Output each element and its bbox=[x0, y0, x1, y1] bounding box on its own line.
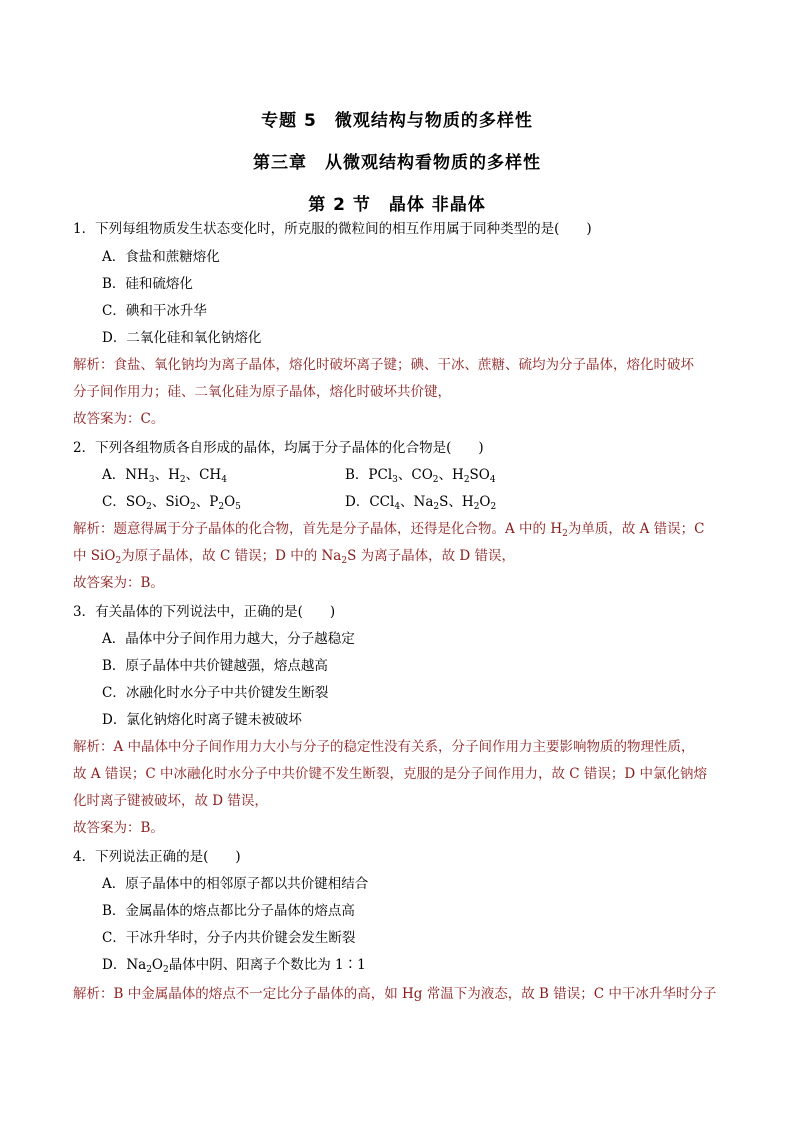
q3-explanation-line3: 化时离子键被破坏，故 D 错误， bbox=[73, 793, 268, 809]
topic-title: 专题 5 微观结构与物质的多样性 bbox=[261, 111, 533, 131]
q2-option-d: D．CCl$_4$、$Na_2S$、$H_2O_2$ bbox=[345, 494, 497, 512]
q3-stem: 3．有关晶体的下列说法中，正确的是( ) bbox=[73, 604, 336, 620]
q1-explanation-line2: 分子间作用力；硅、二氧化硅为原子晶体，熔化时破坏共价键， bbox=[73, 384, 451, 400]
q3-explanation-line2: 故 A 错误；C 中冰融化时水分子中共价键不发生断裂，克服的是分子间作用力，故 C 错误；D 中氯化钠熔 bbox=[73, 766, 707, 782]
q4-option-a: A．原子晶体中的相邻原子都以共价键相结合 bbox=[102, 876, 369, 892]
section-title: 第 2 节 晶体 非晶体 bbox=[308, 195, 486, 215]
q2-answer: 故答案为：B。 bbox=[73, 575, 164, 591]
q3-option-c: C．冰融化时水分子中共价键发生断裂 bbox=[102, 685, 329, 701]
q3-option-b: B．原子晶体中共价键越强，熔点越高 bbox=[102, 658, 328, 674]
q4-option-b: B．金属晶体的熔点都比分子晶体的熔点高 bbox=[102, 903, 355, 919]
q2-explanation-line1: 解析：题意得属于分子晶体的化合物，首先是分子晶体，还得是化合物。A 中的 $H_2$为单质，故 A 错误；C bbox=[73, 521, 705, 539]
q1-option-a: A．食盐和蔗糖熔化 bbox=[102, 249, 220, 265]
q3-answer: 故答案为：B。 bbox=[73, 820, 164, 836]
chapter-title: 第三章 从微观结构看物质的多样性 bbox=[253, 153, 541, 173]
q1-option-b: B．硅和硫熔化 bbox=[102, 276, 193, 292]
q2-explanation-line2: 中 SiO$_2$为原子晶体，故 C 错误；D 中的 $Na_2S$ 为离子晶体，故 D 错误， bbox=[73, 548, 516, 566]
q1-stem: 1．下列每组物质发生状态变化时，所克服的微粒间的相互作用属于同种类型的是( ) bbox=[73, 221, 592, 237]
q3-option-d: D．氯化钠熔化时离子键未被破坏 bbox=[102, 712, 302, 728]
q4-option-d: D．$Na_2O_2$晶体中阴、阳离子个数比为 1∶1 bbox=[102, 957, 366, 975]
q2-option-b: B．PCl$_3$、$CO_2$、$H_2SO_4$ bbox=[345, 467, 496, 485]
q3-explanation-line1: 解析：A 中晶体中分子间作用力大小与分子的稳定性没有关系，分子间作用力主要影响物质的物理性质， bbox=[73, 739, 695, 755]
q2-option-a: A．$NH_3$、$H_2$、$CH_4$ bbox=[102, 467, 227, 485]
q1-option-d: D．二氧化硅和氧化钠熔化 bbox=[102, 330, 262, 346]
q4-option-c: C．干冰升华时，分子内共价键会发生断裂 bbox=[102, 930, 356, 946]
q1-explanation-line1: 解析：食盐、氧化钠均为离子晶体，熔化时破坏离子键；碘、干冰、蔗糖、硫均为分子晶体，熔化时破坏 bbox=[73, 357, 694, 373]
q3-option-a: A．晶体中分子间作用力越大，分子越稳定 bbox=[102, 631, 355, 647]
q4-stem: 4．下列说法正确的是( ) bbox=[73, 849, 241, 865]
q2-option-c: C．$SO_2$、SiO$_2$、$P_2O_5$ bbox=[102, 494, 241, 512]
q1-answer: 故答案为：C。 bbox=[73, 411, 165, 427]
q1-option-c: C．碘和干冰升华 bbox=[102, 303, 207, 319]
q4-explanation-line1: 解析：B 中金属晶体的熔点不一定比分子晶体的高，如 Hg 常温下为液态，故 B 错误；C 中干冰升华时分子 bbox=[73, 986, 717, 1002]
q2-stem: 2．下列各组物质各自形成的晶体，均属于分子晶体的化合物是( ) bbox=[73, 440, 484, 456]
